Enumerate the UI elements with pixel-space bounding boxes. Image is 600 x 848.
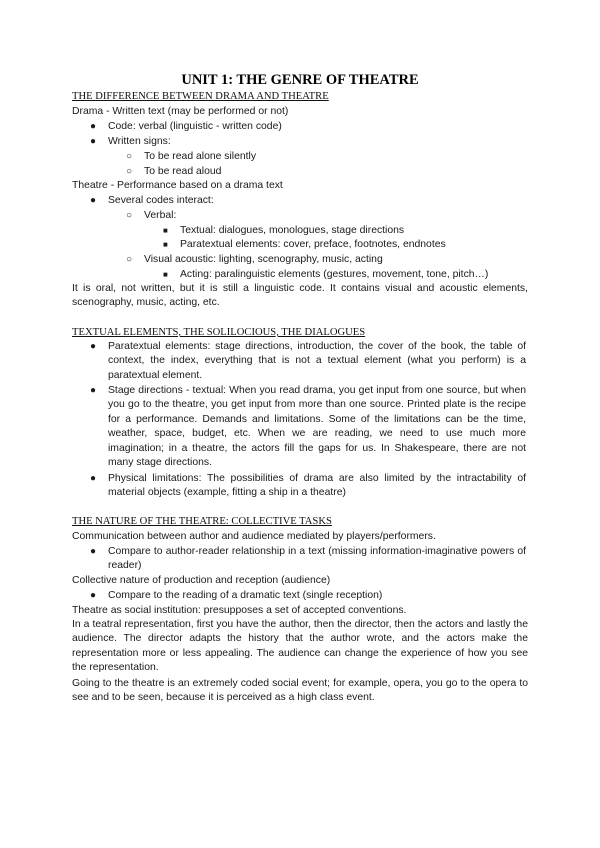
circle-bullet-icon: ○ xyxy=(126,254,133,265)
collective-line: Collective nature of production and reception (audience) xyxy=(72,575,331,586)
square-bullet-icon: ■ xyxy=(163,226,168,235)
drama-code-item: Code: verbal (linguistic - written code) xyxy=(108,121,282,132)
section-heading-nature-theatre: THE NATURE OF THE THEATRE: COLLECTIVE TASKS xyxy=(72,516,332,527)
square-bullet-icon: ■ xyxy=(163,270,168,279)
circle-bullet-icon: ○ xyxy=(126,151,133,162)
bullet-icon: ● xyxy=(90,341,97,352)
oral-paragraph: It is oral, not written, but it is still a linguistic code. It contains visual and acoustic elements, scenography, music, acting, etc. xyxy=(72,283,528,309)
bullet-icon: ● xyxy=(90,473,97,484)
theatre-definition: Theatre - Performance based on a drama text xyxy=(72,180,283,191)
theatre-verbal-item: Verbal: xyxy=(144,210,177,221)
communication-line: Communication between author and audience mediated by players/performers. xyxy=(72,531,436,542)
bullet-icon: ● xyxy=(90,136,97,147)
theatre-textual-item: Textual: dialogues, monologues, stage directions xyxy=(180,225,405,236)
compare-author-reader-bullet: Compare to author-reader relationship in a text (missing information-imaginative powers of reader) xyxy=(108,546,526,572)
stage-directions-bullet: Stage directions - textual: When you read drama, you get input from one source, but when you go to the theatre, you get input from more than one source. Printed plate is the recipe for a performance. Demands and limitations. Some of the limitations can be the time, weather, space, budget, etc. When we are reading, we need to use much more imagination; in a theatre, the actors fill the gaps for us. In Shakespeare, there are not many stage directions. xyxy=(108,385,526,469)
theatre-visual-item: Visual acoustic: lighting, scenography, music, acting xyxy=(144,254,383,265)
paratextual-bullet: Paratextual elements: stage directions, introduction, the cover of the book, the table of context, the index, everything that is not a textual element (what you perform) is a paratextual element. xyxy=(108,341,526,381)
bullet-icon: ● xyxy=(90,385,97,396)
bullet-icon: ● xyxy=(90,590,97,601)
drama-read-aloud-item: To be read aloud xyxy=(144,166,222,177)
page-title: UNIT 1: THE GENRE OF THEATRE xyxy=(181,72,419,88)
section-heading-textual-elements: TEXTUAL ELEMENTS, THE SOLILOCIOUS, THE DIALOGUES xyxy=(72,327,366,338)
teatral-representation-paragraph: In a teatral representation, first you have the author, then the director, then the actors and lastly the audience. The director adapts the history that the author wrote, and the actors make the representation more or less appealing. The audience can change the experience of how you see the representation. xyxy=(72,619,528,674)
drama-read-alone-item: To be read alone silently xyxy=(144,151,257,162)
theatre-codes-item: Several codes interact: xyxy=(108,195,214,206)
drama-signs-item: Written signs: xyxy=(108,136,171,147)
section-heading-drama-theatre: THE DIFFERENCE BETWEEN DRAMA AND THEATRE xyxy=(72,91,329,102)
bullet-icon: ● xyxy=(90,121,97,132)
circle-bullet-icon: ○ xyxy=(126,210,133,221)
drama-definition: Drama - Written text (may be performed or not) xyxy=(72,106,289,117)
going-theatre-paragraph: Going to the theatre is an extremely coded social event; for example, opera, you go to the opera to see and to be seen, because it is perceived as a high class event. xyxy=(72,678,528,704)
square-bullet-icon: ■ xyxy=(163,240,168,249)
theatre-acting-item: Acting: paralinguistic elements (gestures, movement, tone, pitch…) xyxy=(180,269,489,280)
theatre-paratextual-item: Paratextual elements: cover, preface, footnotes, endnotes xyxy=(180,239,446,250)
institution-line: Theatre as social institution: presupposes a set of accepted conventions. xyxy=(72,605,407,616)
physical-limitations-bullet: Physical limitations: The possibilities of drama are also limited by the intractability of material objects (example, fitting a ship in a theatre) xyxy=(108,473,526,499)
compare-reading-bullet: Compare to the reading of a dramatic text (single reception) xyxy=(108,590,383,601)
bullet-icon: ● xyxy=(90,195,97,206)
bullet-icon: ● xyxy=(90,546,97,557)
circle-bullet-icon: ○ xyxy=(126,166,133,177)
